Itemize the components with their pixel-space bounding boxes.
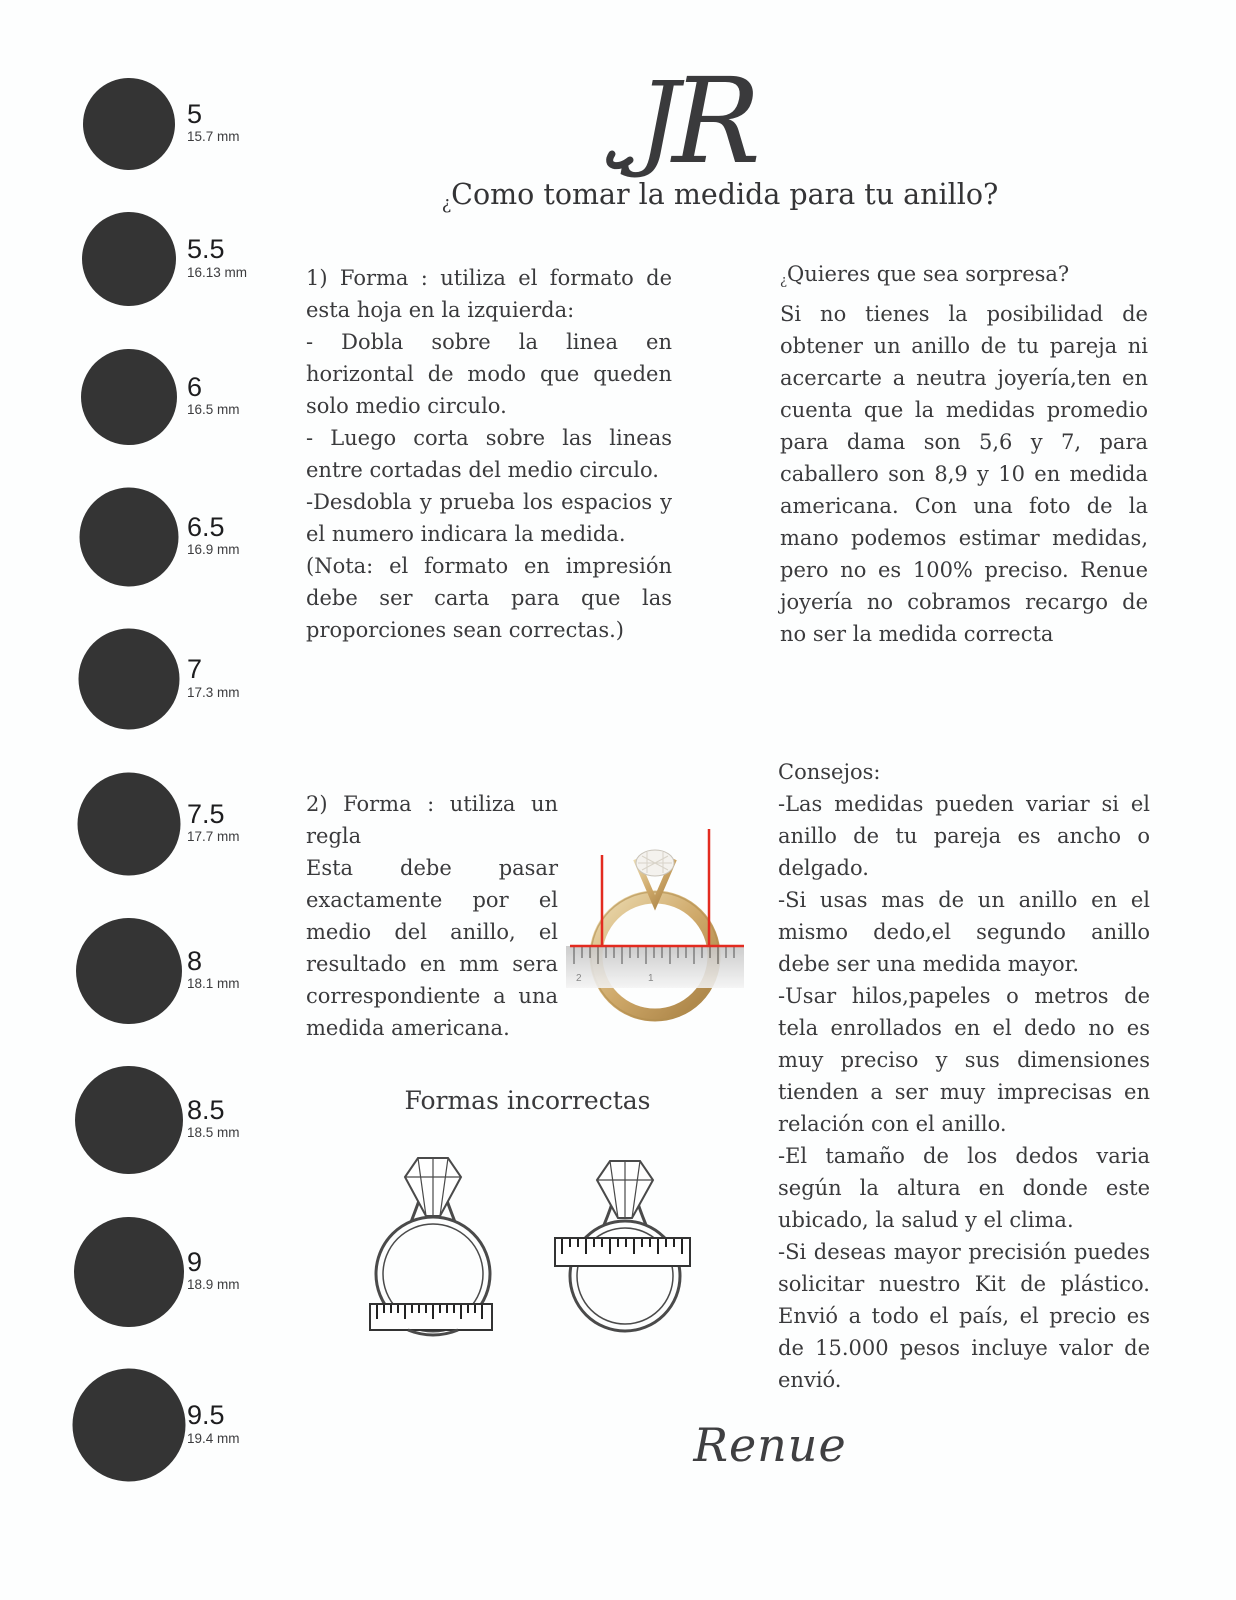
incorrect-form-sketch-top-ruler xyxy=(532,1128,697,1333)
size-mm: 16.13 mm xyxy=(187,264,248,280)
method1-instructions xyxy=(306,262,672,646)
size-number: 5 xyxy=(187,98,203,129)
ring-size-row xyxy=(0,1369,300,1482)
size-mm: 15.7 mm xyxy=(187,129,240,145)
size-number: 6.5 xyxy=(187,511,225,542)
ring-size-circle xyxy=(73,1369,186,1482)
tip-item: -Usar hilos,papeles o metros de tela enrollados en el dedo no es muy preciso y sus dimensiones tienden a ser muy imprecisas en relación con el anillo. xyxy=(778,984,1150,1136)
ring-size-circle xyxy=(74,1217,184,1327)
ring-size-circle xyxy=(80,487,179,586)
diamond-icon xyxy=(636,850,674,876)
size-number: 9.5 xyxy=(187,1400,225,1431)
ring-size-label xyxy=(187,235,247,280)
method2-instructions xyxy=(306,788,558,1044)
size-number: 8 xyxy=(187,945,203,976)
size-number: 7.5 xyxy=(187,798,225,829)
ring-size-label xyxy=(187,373,240,418)
ring-size-label xyxy=(187,800,240,845)
tips-section xyxy=(778,756,1150,1396)
ring-size-label xyxy=(187,1401,240,1446)
ring-size-row xyxy=(0,487,300,586)
size-mm: 18.9 mm xyxy=(187,1276,240,1292)
size-mm: 18.5 mm xyxy=(187,1125,240,1141)
ring-size-circle xyxy=(75,1066,183,1174)
ruler-number: 1 xyxy=(648,973,654,984)
ring-sketch-top-ruler-icon xyxy=(532,1128,697,1333)
method1-paragraph: -Desdobla y prueba los espacios y el numero indicara la medida. xyxy=(306,490,672,546)
ring-size-circle xyxy=(81,349,177,445)
ring-size-row xyxy=(0,918,300,1024)
size-mm: 19.4 mm xyxy=(187,1430,240,1446)
surprise-heading: ¿Quieres que sea sorpresa? xyxy=(780,262,1070,289)
size-number: 8.5 xyxy=(187,1095,225,1126)
ring-size-circle xyxy=(78,772,181,875)
size-number: 6 xyxy=(187,371,203,402)
incorrect-form-sketch-bottom-ruler xyxy=(358,1122,513,1337)
tip-item: -Si usas mas de un anillo en el mismo dedo,el segundo anillo debe ser una medida mayor. xyxy=(778,888,1150,976)
ring-size-label xyxy=(187,1247,240,1292)
size-mm: 16.9 mm xyxy=(187,542,240,558)
inverted-question-mark: ¿ xyxy=(441,193,452,214)
ring-size-row xyxy=(0,78,300,170)
jr-monogram-logo xyxy=(560,48,840,183)
ruler-icon xyxy=(566,946,744,988)
ruler-icon xyxy=(555,1238,690,1266)
ring-ruler-diagram xyxy=(552,793,750,1033)
ring-size-row xyxy=(0,212,300,306)
tip-item: -El tamaño de los dedos varia según la altura en donde este ubicado, la salud y el clima. xyxy=(778,1144,1150,1232)
incorrect-forms-heading: Formas incorrectas xyxy=(404,1086,651,1115)
jr-monogram-icon xyxy=(560,48,840,183)
ring-size-circle xyxy=(82,212,176,306)
method1-paragraph: 1) Forma : utiliza el formato de esta hoja en la izquierda: xyxy=(306,266,672,322)
svg-text:J: J xyxy=(638,59,680,181)
ring-size-row xyxy=(0,1066,300,1174)
ring-size-label xyxy=(187,947,240,992)
size-mm: 18.1 mm xyxy=(187,975,240,991)
ruler-icon xyxy=(370,1304,492,1330)
surprise-body: Si no tienes la posibilidad de obtener un anillo de tu pareja ni acercarte a neutra joyería,ten en cuenta que la medidas promedio para dama son 5,6 y 7, para caballero son 8,9 y 10 en medida americana. Con una foto de la mano podemos estimar medidas, pero no es 100% preciso. Renue joyería no cobramos recargo de no ser la medida correcta xyxy=(780,301,1148,646)
method1-paragraph: - Dobla sobre la linea en horizontal de modo que queden solo medio circulo. xyxy=(306,330,672,418)
ring-size-label xyxy=(187,1096,240,1141)
ring-size-label xyxy=(187,100,240,145)
ring-ruler-diagram-icon xyxy=(552,793,750,1033)
ruler-number: 2 xyxy=(576,973,582,984)
size-mm: 17.7 mm xyxy=(187,828,240,844)
ring-sketch-bottom-ruler-icon xyxy=(358,1122,513,1337)
inverted-question-mark: ¿ xyxy=(780,273,787,289)
ring-size-row xyxy=(0,349,300,445)
ring-size-row xyxy=(0,772,300,875)
ring-size-label xyxy=(187,513,240,558)
renue-brand-signature: Renue xyxy=(693,1418,847,1472)
ring-size-circle xyxy=(76,918,182,1024)
method1-paragraph: - Luego corta sobre las lineas entre cortadas del medio circulo. xyxy=(306,426,672,482)
surprise-section xyxy=(780,258,1148,650)
tip-item: -Si deseas mayor precisión puedes solicitar nuestro Kit de plástico. Envió a todo el país, el precio es de 15.000 pesos incluye valor de envió. xyxy=(778,1240,1150,1392)
size-number: 7 xyxy=(187,654,203,685)
ring-size-row xyxy=(0,629,300,730)
page-title xyxy=(300,178,1140,214)
ring-size-label xyxy=(187,655,240,700)
tip-item: -Las medidas pueden variar si el anillo de tu pareja es ancho o delgado. xyxy=(778,792,1150,880)
ring-size-circle-column xyxy=(0,78,300,1482)
method2-line: 2) Forma : utiliza un regla xyxy=(306,792,558,848)
ring-size-row xyxy=(0,1217,300,1327)
svg-text:R: R xyxy=(672,52,761,183)
page-title-text: Como tomar la medida para tu anillo? xyxy=(451,178,999,211)
tips-heading: Consejos: xyxy=(778,760,881,784)
size-mm: 17.3 mm xyxy=(187,684,240,700)
size-mm: 16.5 mm xyxy=(187,402,240,418)
size-number: 5.5 xyxy=(187,234,225,265)
size-number: 9 xyxy=(187,1246,203,1277)
method2-line: Esta debe pasar exactamente por el medio del anillo, el resultado en mm sera correspondiente a una medida americana. xyxy=(306,856,558,1040)
method1-paragraph: (Nota: el formato en impresión debe ser carta para que las proporciones sean correctas.) xyxy=(306,554,672,642)
ring-size-circle xyxy=(79,629,180,730)
ring-size-circle xyxy=(83,78,175,170)
